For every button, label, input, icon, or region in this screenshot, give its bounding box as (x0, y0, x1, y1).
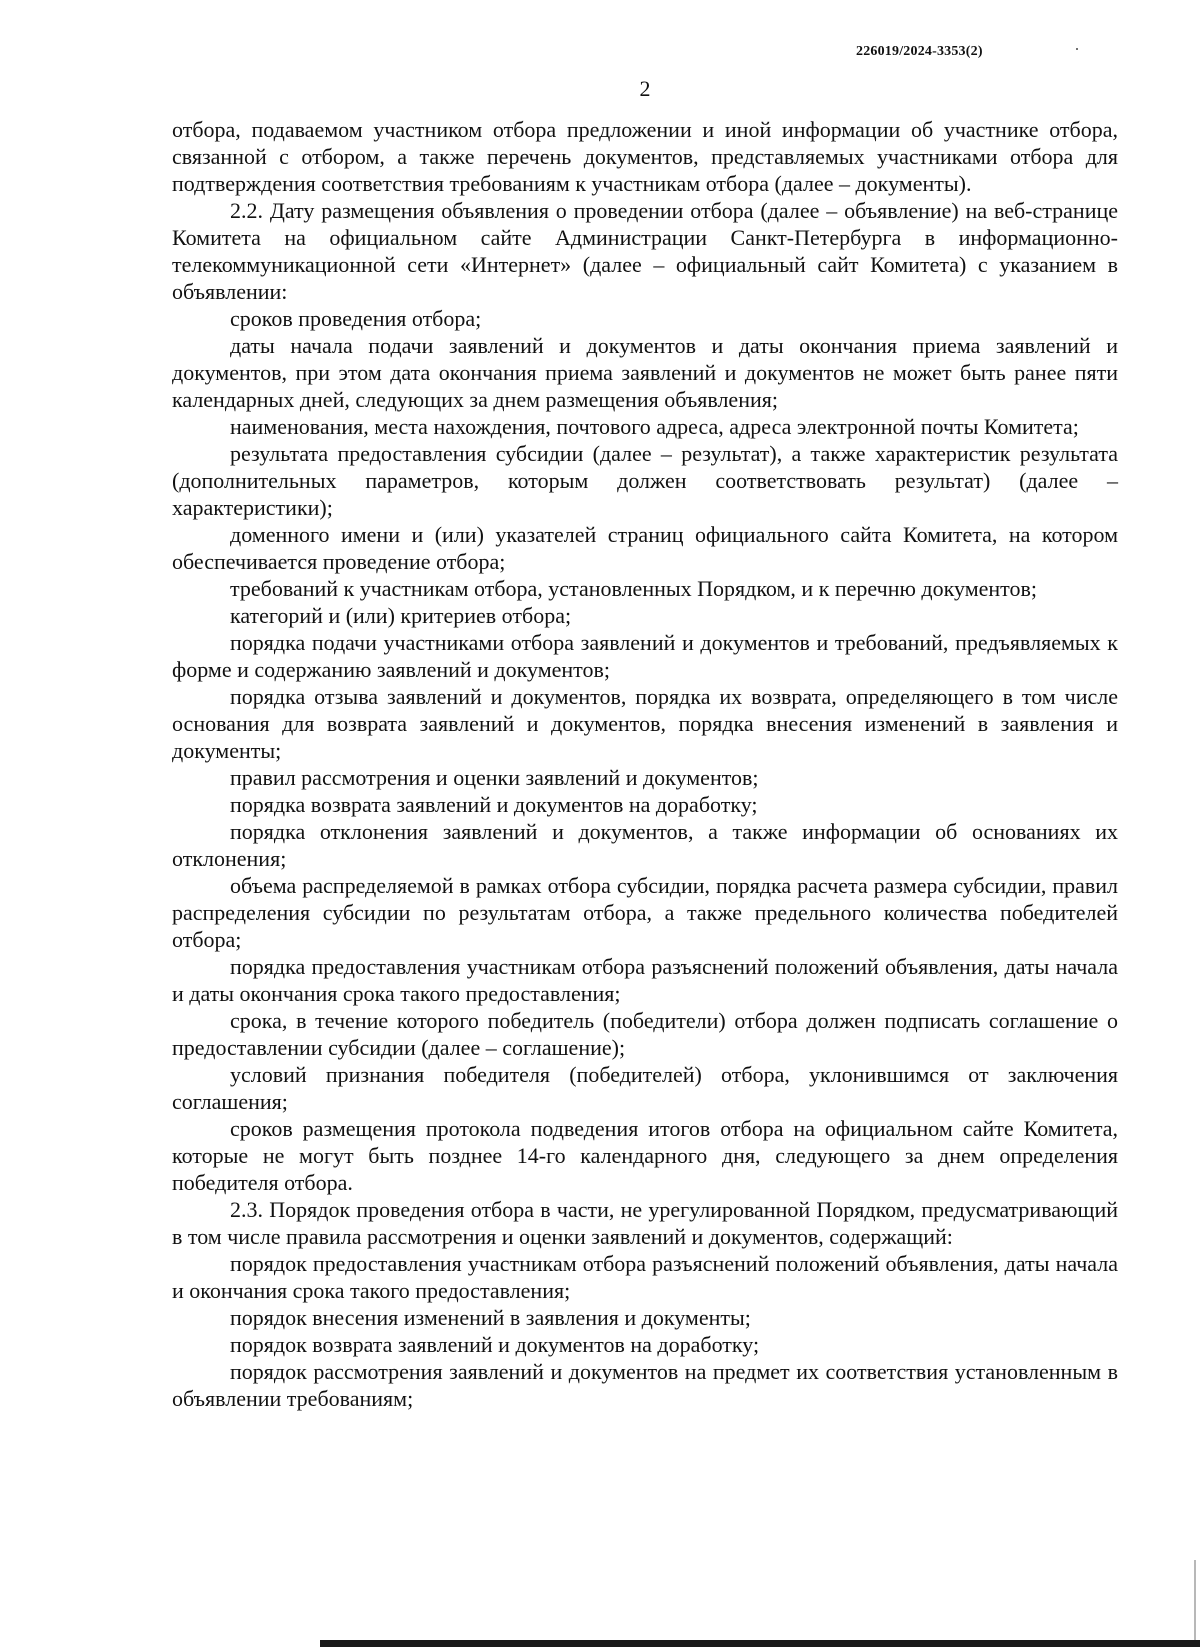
document-registration-number: 226019/2024-3353(2) (856, 44, 983, 59)
list-item: порядка подачи участниками отбора заявлений и документов и требований, предъявляемых к форме и содержанию заявлений и документов; (172, 630, 1118, 682)
list-item: порядка предоставления участникам отбора разъяснений положений объявления, даты начала и даты окончания срока такого предоставления; (172, 954, 1118, 1006)
list-item: категорий и (или) критериев отбора; (230, 603, 572, 628)
paragraph-continuation: отбора, подаваемом участником отбора предложении и иной информации об участнике отбора, связанной с отбором, а также перечень документов, представляемых участниками отбора для подтверждения соответствия требованиям к участникам отбора (далее – документы). (172, 117, 1118, 196)
list-item: результата предоставления субсидии (далее – результат), а также характеристик результата (дополнительных параметров, которым должен соответствовать результат) (далее – характеристики); (172, 441, 1118, 520)
scan-artifact-dot (1076, 48, 1078, 50)
list-item: сроков проведения отбора; (230, 306, 482, 331)
page-number: 2 (639, 76, 651, 101)
list-item: срока, в течение которого победитель (победители) отбора должен подписать соглашение о предоставлении субсидии (далее – соглашение); (172, 1008, 1118, 1060)
list-item: объема распределяемой в рамках отбора субсидии, порядка расчета размера субсидии, правил распределения субсидии по результатам отбора, а также предельного количества победителей отбора; (172, 873, 1118, 952)
list-item: порядок рассмотрения заявлений и документов на предмет их соответствия установленным в объявлении требованиям; (172, 1359, 1118, 1411)
list-item: порядок внесения изменений в заявления и документы; (230, 1305, 751, 1330)
list-item: порядка отзыва заявлений и документов, порядка их возврата, определяющего в том числе основания для возврата заявлений и документов, порядка внесения изменений в заявления и документы; (172, 684, 1118, 763)
list-item: требований к участникам отбора, установленных Порядком, и к перечню документов; (230, 576, 1037, 601)
paragraph-2-2: 2.2. Дату размещения объявления о проведении отбора (далее – объявление) на веб-странице Комитета на официальном сайте Администрации Санкт-Петербурга в информационно-телекоммуникационной сети «Интернет» (далее – официальный сайт Комитета) с указанием в объявлении: (172, 198, 1118, 304)
document-body (172, 116, 1118, 1412)
list-item: даты начала подачи заявлений и документов и даты окончания приема заявлений и документов, при этом дата окончания приема заявлений и документов не может быть ранее пяти календарных дней, следующих за днем размещения объявления; (172, 333, 1118, 412)
list-item: порядка возврата заявлений и документов на доработку; (230, 792, 758, 817)
paragraph-2-3: 2.3. Порядок проведения отбора в части, не урегулированной Порядком, предусматривающий в том числе правила рассмотрения и оценки заявлений и документов, содержащий: (172, 1197, 1118, 1249)
list-item: порядка отклонения заявлений и документов, а также информации об основаниях их отклонения; (172, 819, 1118, 871)
list-item: порядок предоставления участникам отбора разъяснений положений объявления, даты начала и окончания срока такого предоставления; (172, 1251, 1118, 1303)
list-item: правил рассмотрения и оценки заявлений и документов; (230, 765, 759, 790)
list-item: условий признания победителя (победителей) отбора, уклонившимся от заключения соглашения; (172, 1062, 1118, 1114)
list-item: наименования, места нахождения, почтового адреса, адреса электронной почты Комитета; (230, 414, 1079, 439)
scan-edge-artifact (1194, 1560, 1196, 1640)
list-item: сроков размещения протокола подведения итогов отбора на официальном сайте Комитета, которые не могут быть позднее 14-го календарного дня, следующего за днем определения победителя отбора. (172, 1116, 1118, 1195)
list-item: доменного имени и (или) указателей страниц официального сайта Комитета, на котором обеспечивается проведение отбора; (172, 522, 1118, 574)
list-item: порядок возврата заявлений и документов на доработку; (230, 1332, 760, 1357)
scan-bottom-edge-artifact (320, 1640, 1200, 1647)
